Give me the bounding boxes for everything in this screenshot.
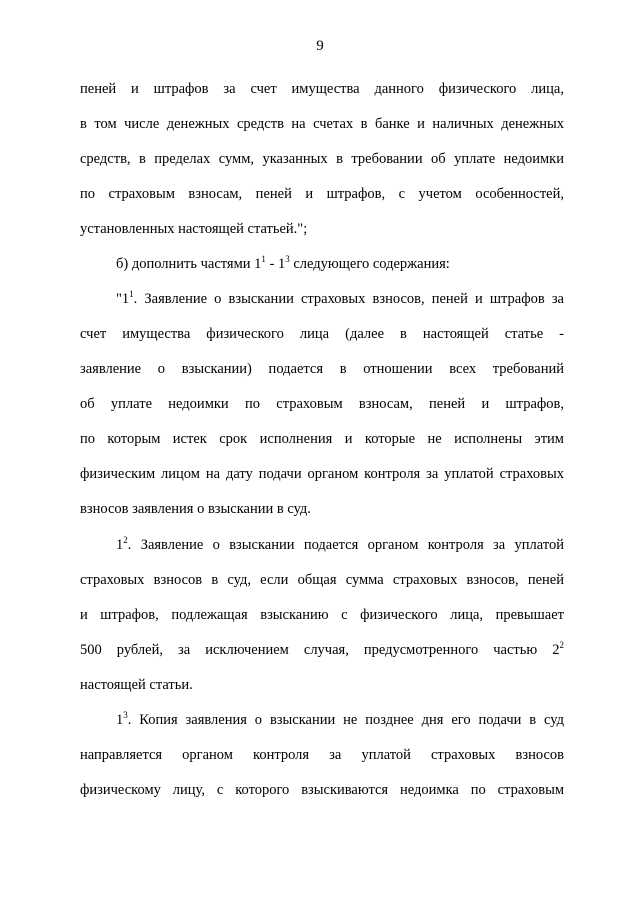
text-segment: по которым истек срок исполнения и которые не исполнены этим [80, 431, 564, 447]
text-line [80, 605, 564, 625]
text-segment: по страховым взносам, пеней и штрафов, с учетом особенностей, [80, 186, 564, 202]
text-segment: . Копия заявления о взыскании не позднее дня его подачи в суд [127, 712, 564, 728]
text-line [80, 464, 564, 484]
text-line [116, 289, 564, 309]
text-line [80, 114, 564, 134]
text-line [80, 324, 564, 344]
text-segment: . Заявление о взыскании подается органом контроля за уплатой [127, 537, 564, 553]
superscript: 1 [129, 289, 134, 299]
text-line [80, 79, 564, 99]
text-segment: 1 [116, 537, 124, 553]
text-segment: пеней и штрафов за счет имущества данного физического лица, [80, 81, 564, 97]
text-segment: об уплате недоимки по страховым взносам, пеней и штрафов, [80, 396, 564, 412]
text-segment: следующего содержания: [289, 256, 450, 272]
text-segment: . Заявление о взыскании страховых взносов, пеней и штрафов за [133, 291, 564, 307]
text-line [80, 745, 564, 765]
text-line [80, 394, 564, 414]
text-line [80, 780, 564, 800]
text-segment: - 1 [265, 256, 286, 272]
text-segment: б) дополнить частями 1 [116, 256, 262, 272]
text-line [116, 535, 564, 555]
text-line [80, 149, 564, 169]
text-segment: 500 рублей, за исключением случая, предусмотренного частью 2 [80, 642, 560, 658]
superscript: 3 [285, 254, 290, 264]
text-segment: счет имущества физического лица (далее в настоящей статье - [80, 326, 564, 342]
page-number: 9 [316, 38, 324, 54]
text-segment: физическим лицом на дату подачи органом контроля за уплатой страховых [80, 466, 564, 482]
text-line [80, 429, 564, 449]
text-segment: в том числе денежных средств на счетах в банке и наличных денежных [80, 116, 564, 132]
text-segment: заявление о взыскании) подается в отношении всех требований [80, 361, 564, 377]
text-line [80, 570, 564, 590]
text-segment: и штрафов, подлежащая взысканию с физического лица, превышает [80, 607, 564, 623]
text-segment: настоящей статьи. [80, 677, 193, 693]
text-line [116, 254, 564, 274]
text-line [116, 710, 564, 730]
superscript: 2 [559, 640, 564, 650]
text-segment: направляется органом контроля за уплатой страховых взносов [80, 747, 564, 763]
superscript: 1 [261, 254, 266, 264]
superscript: 3 [123, 710, 128, 720]
text-line [80, 499, 564, 519]
text-segment: средств, в пределах сумм, указанных в требовании об уплате недоимки [80, 151, 564, 167]
text-segment: "1 [116, 291, 130, 307]
text-line [80, 640, 564, 660]
text-line [80, 219, 564, 239]
text-segment: взносов заявления о взыскании в суд. [80, 501, 311, 517]
text-segment: страховых взносов в суд, если общая сумма страховых взносов, пеней [80, 572, 564, 588]
text-segment: физическому лицу, с которого взыскиваются недоимка по страховым [80, 782, 564, 798]
text-line [80, 675, 564, 695]
text-segment: 1 [116, 712, 124, 728]
text-segment: установленных настоящей статьей."; [80, 221, 308, 237]
text-line [80, 184, 564, 204]
superscript: 2 [123, 535, 128, 545]
text-line [80, 359, 564, 379]
